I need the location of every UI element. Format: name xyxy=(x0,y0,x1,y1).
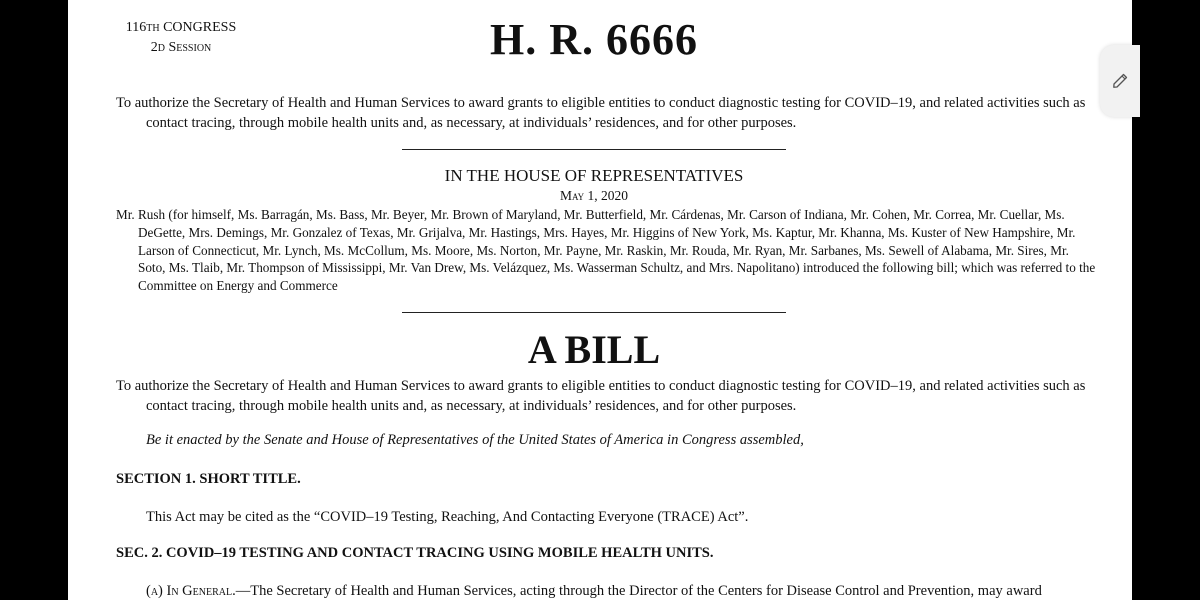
sponsors-list: Mr. Rush (for himself, Ms. Barragán, Ms. Bass, Mr. Beyer, Mr. Brown of Maryland, Mr. Butterfield, Mr. Cárdenas, Mr. Carson of Indiana, Mr. Cohen, Mr. Correa, Mr. Cuellar, Ms. DeGette, Mrs. Demings, Mr. Gonzalez of Texas, Mr. Grijalva, Mr. Hastings, Mrs. Hayes, Mr. Higgins of New York, Ms. Kaptur, Mr. Khanna, Ms. Kuster of New Hampshire, Mr. Larson of Connecticut, Mr. Lynch, Ms. McCollum, Ms. Moore, Ms. Norton, Mr. Payne, Mr. Raskin, Mr. Rouda, Mr. Ryan, Mr. Sarbanes, Ms. Sewell of Alabama, Mr. Sires, Mr. Soto, Ms. Tlaib, Mr. Thompson of Mississippi, Mr. Van Drew, Ms. Velázquez, Ms. Wasserman Schultz, and Mrs. Napolitano) introduced the following bill; which was referred to the Committee on Energy and Commerce xyxy=(116,207,1096,294)
chamber-title: IN THE HOUSE OF REPRESENTATIVES xyxy=(444,166,744,185)
section-1-heading: SECTION 1. SHORT TITLE. xyxy=(116,471,301,487)
section-1-text: This Act may be cited as the “COVID–19 Testing, Reaching, And Contacting Everyone (TRACE) Act”. xyxy=(146,509,749,525)
subsection-label: (a) In General. xyxy=(146,583,236,599)
section-2-subsection-a xyxy=(146,583,1086,600)
bill-number: H. R. 6666 xyxy=(490,15,698,64)
divider xyxy=(402,312,786,313)
session-line: 2D Session xyxy=(150,40,212,55)
divider xyxy=(402,149,786,150)
bill-heading: A BILL xyxy=(527,327,661,372)
congress-line: 116TH CONGRESS xyxy=(125,20,237,35)
subsection-text: —The Secretary of Health and Human Services, acting through the Director of the Centers for Disease Control and Prevention, may award xyxy=(235,583,1042,599)
section-2-heading: SEC. 2. COVID–19 TESTING AND CONTACT TRACING USING MOBILE HEALTH UNITS. xyxy=(116,545,714,561)
purpose-statement-top: To authorize the Secretary of Health and Human Services to award grants to eligible entities to conduct diagnostic testing for COVID–19, and related activities such as contact tracing, through mobile health units and, as necessary, at individuals’ residences, and for other purposes. xyxy=(116,95,1086,131)
enacting-clause: Be it enacted by the Senate and House of Representatives of the United States of America in Congress assembled, xyxy=(146,432,804,448)
purpose-statement: To authorize the Secretary of Health and Human Services to award grants to eligible entities to conduct diagnostic testing for COVID–19, and related activities such as contact tracing, through mobile health units and, as necessary, at individuals’ residences, and for other purposes. xyxy=(116,378,1086,414)
pencil-icon xyxy=(1112,73,1128,89)
introduction-date: May 1, 2020 xyxy=(559,188,629,203)
